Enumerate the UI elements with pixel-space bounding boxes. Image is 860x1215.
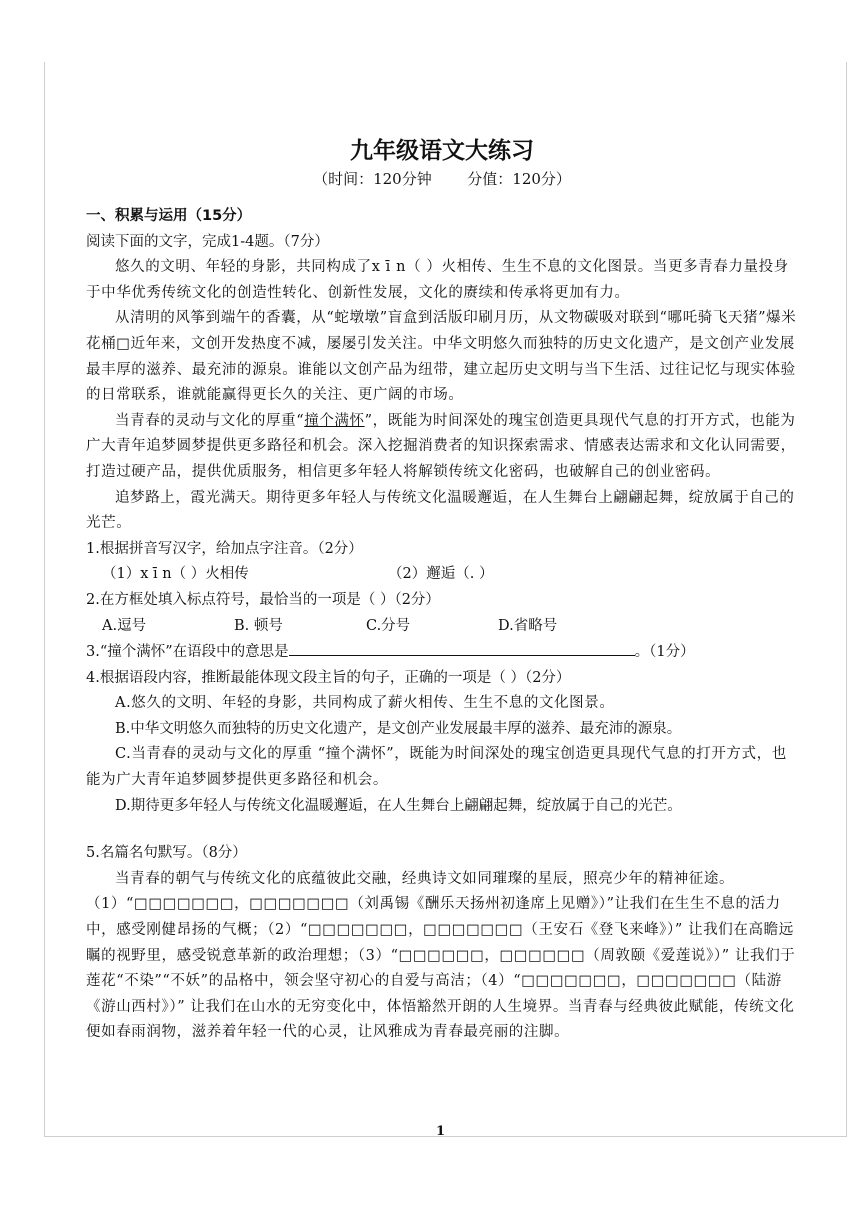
question-1-item-b: （2）邂逅（. ）	[388, 566, 494, 583]
question-1-item-a: （1）x ī n（ ）火相传	[102, 566, 249, 583]
page-left-edge	[44, 62, 45, 1137]
question-3-stem: 3.“撞个满怀”在语段中的意思是	[86, 644, 289, 661]
answer-blank	[289, 639, 635, 656]
passage-text: 当青春的灵动与文化的厚重“	[115, 412, 305, 429]
section-intro: 阅读下面的文字，完成1-4题。（7分）	[86, 233, 329, 250]
question-3-score: 。（1分）	[634, 644, 695, 661]
question-2-options	[86, 614, 798, 640]
passage-paragraph-1: 悠久的文明、年轻的身影，共同构成了x ī n（ ）火相传、生生不息的文化图景。当更多青春力量投身于中华优秀传统文化的创造性转化、创新性发展，文化的赓续和传承将更加有力。	[86, 259, 789, 301]
page-number: 1	[436, 1124, 446, 1139]
section-heading: 一、积累与运用（15分）	[86, 208, 252, 224]
page-title: 九年级语文大练习	[350, 138, 534, 164]
question-4: 4.根据语段内容，推断最能体现文段主旨的句子，正确的一项是（ ）（2分）	[86, 669, 571, 686]
page-right-edge	[846, 62, 847, 1137]
question-3	[86, 639, 798, 666]
question-1-items	[86, 562, 798, 588]
passage-paragraph-4: 追梦路上，霞光满天。期待更多年轻人与传统文化温暖邂逅，在人生舞台上翩翩起舞，绽放属于自己的光芒。	[86, 489, 795, 532]
option-c: C.分号	[366, 617, 411, 634]
score-info: 分值：120分）	[467, 170, 571, 188]
exam-page	[86, 136, 798, 1046]
option-b: B. 顿号	[234, 617, 283, 634]
passage-text: ”，既能为时间深处的瑰宝创造更具现代气息的打开方式，也能为广大青年追梦圆梦提供更多路径和机会。深入挖掘消费者的知识探索需求、情感表达需求和文化认同需要，打造过硬产品，提供优质服务，相信更多年轻人将解锁传统文化密码，也破解自己的创业密码。	[86, 412, 796, 480]
page-bottom-edge	[44, 1136, 847, 1137]
option-d: D.省略号	[498, 617, 558, 634]
time-info: （时间：120分钟	[313, 170, 432, 188]
question-5-passage: 当青春的朝气与传统文化的底蕴彼此交融，经典诗文如同璀璨的星辰，照亮少年的精神征途。（1）“□□□□□□□，□□□□□□□（刘禹锡《酬乐天扬州初逢席上见赠》）”让我们在生生不息的活力中，感受刚健昂扬的气概；（2）“□□□□□□□，□□□□□□□（王安石《登飞来峰》）” 让我们在高瞻远瞩的视野里，感受锐意革新的政治理想；（3）“□□□□□□，□□□□□□（周敦颐《爱莲说》）” 让我们于莲花“不染”“不妖”的品格中，领会坚守初心的自爱与高洁；（4）“□□□□□□□，□□□□□□□（陆游《游山西村》）” 让我们在山水的无穷变化中，体悟豁然开朗的人生境界。当青春与经典彼此赋能，传统文化便如春雨润物，滋养着年轻一代的心灵，让风雅成为青春最亮丽的注脚。	[86, 870, 796, 1041]
option-a: A.逗号	[102, 617, 147, 634]
question-1: 1.根据拼音写汉字，给加点字注音。（2分）	[86, 540, 363, 557]
question-4-option-a: A.悠久的文明、年轻的身影，共同构成了薪火相传、生生不息的文化图景。	[115, 695, 615, 712]
question-4-option-c: C.当青春的灵动与文化的厚重 “撞个满怀”，既能为时间深处的瑰宝创造更具现代气息的打开方式，也能为广大青年追梦圆梦提供更多路径和机会。	[86, 746, 787, 789]
question-4-option-b: B.中华文明悠久而独特的历史文化遗产，是文创产业发展最丰厚的滋养、最充沛的源泉。	[115, 720, 682, 737]
question-5: 5.名篇名句默写。（8分）	[86, 845, 247, 862]
passage-paragraph-2: 从清明的风筝到端午的香囊，从“蛇墩墩”盲盒到活版印刷月历，从文物碳吸对联到“哪吒骑飞天猪”爆米花桶□近年来，文创开发热度不减，屡屡引发关注。中华文明悠久而独特的历史文化遗产，是文创产业发展最丰厚的滋养、最充沛的源泉。谁能以文创产品为纽带，建立起历史文明与当下生活、过往记忆与现实体验的日常联系，谁就能赢得更长久的关注、更广阔的市场。	[86, 310, 797, 404]
exam-info	[86, 168, 798, 190]
question-2: 2.在方框处填入标点符号，最恰当的一项是（ ）（2分）	[86, 591, 440, 608]
underlined-phrase: 撞个满怀	[304, 412, 365, 429]
question-4-option-d: D.期待更多年轻人与传统文化温暖邂逅，在人生舞台上翩翩起舞，绽放属于自己的光芒。	[115, 797, 682, 814]
passage-paragraph-3	[86, 409, 798, 486]
